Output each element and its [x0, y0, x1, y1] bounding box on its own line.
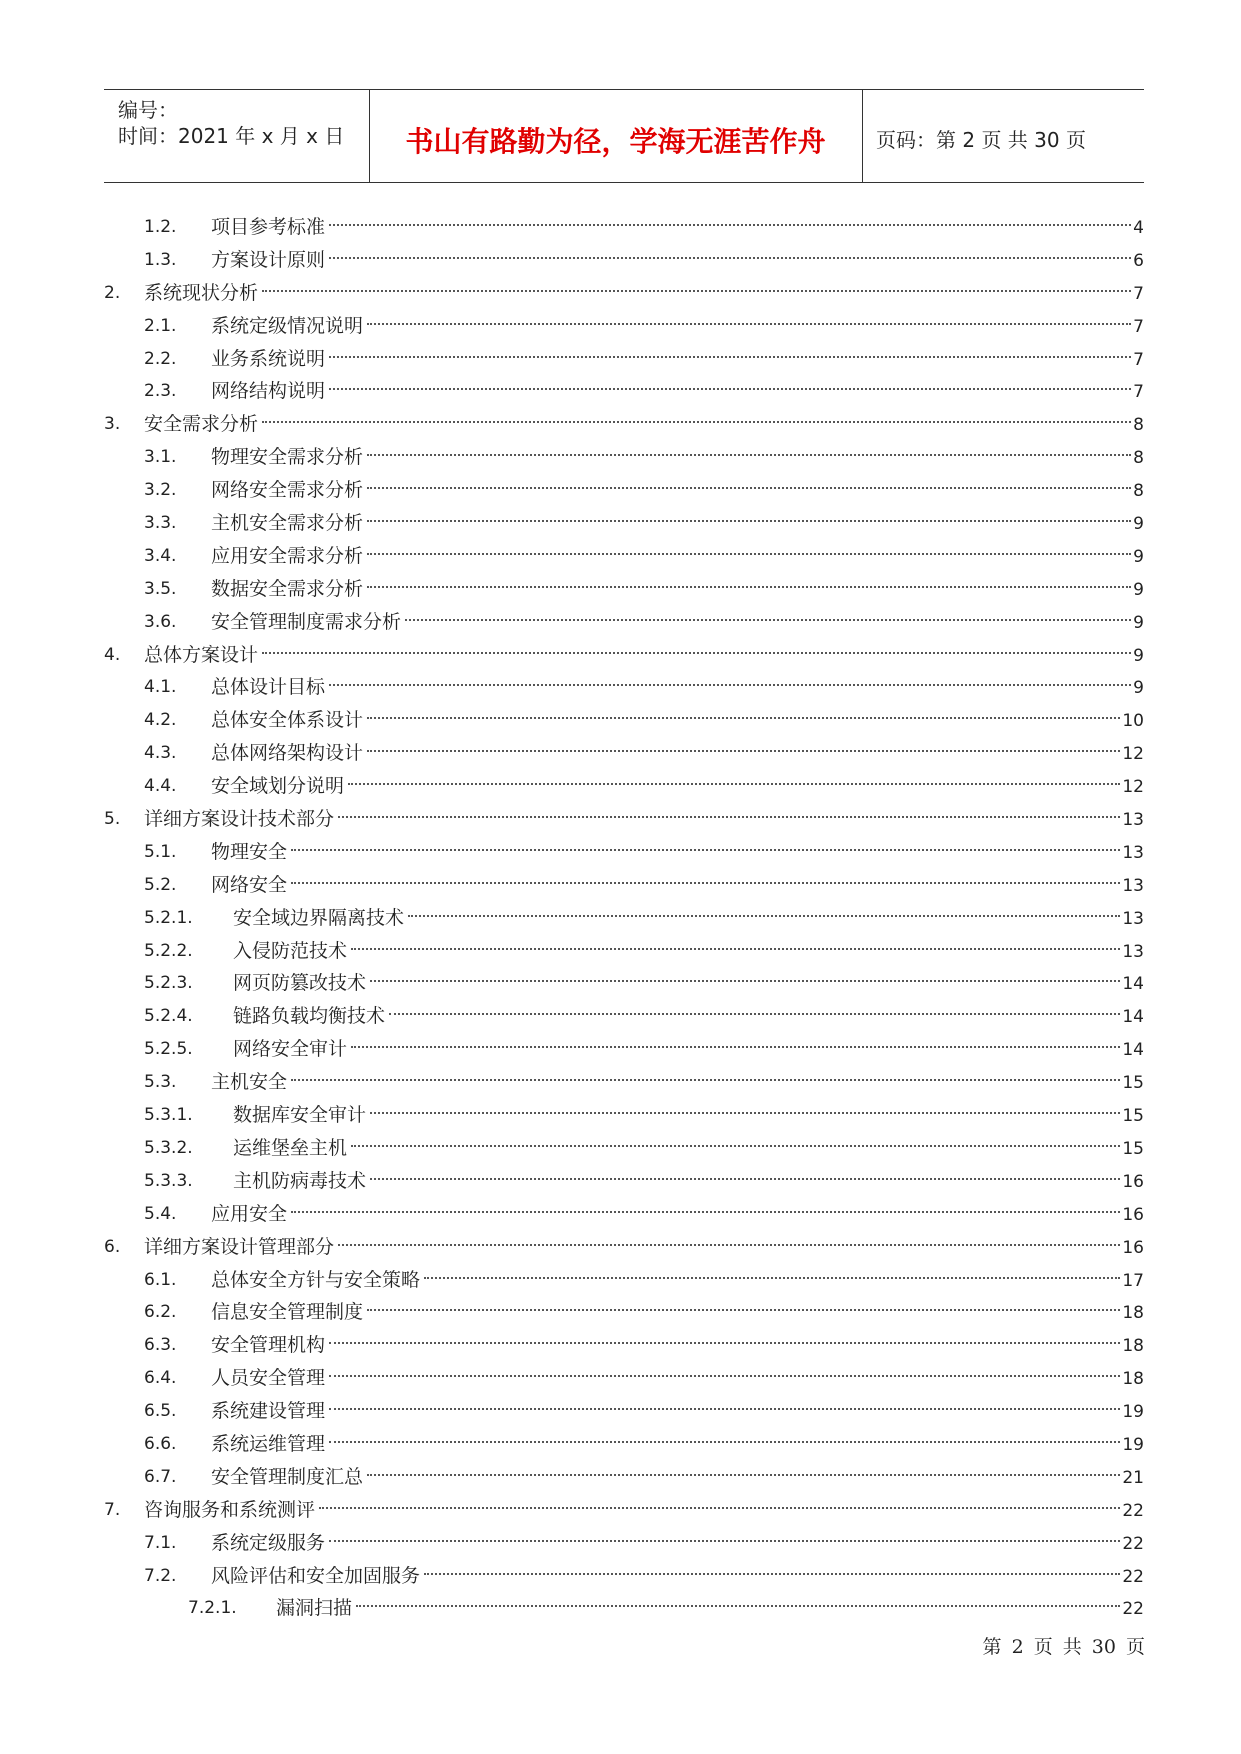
toc-entry-number: 4.3.	[144, 743, 177, 764]
toc-entry-line	[144, 408, 1144, 442]
toc-entry-page: 4	[1133, 218, 1144, 238]
toc-dot-leader	[329, 684, 1131, 686]
toc-entry-page: 22	[1122, 1533, 1144, 1554]
toc-dot-leader	[351, 1145, 1120, 1147]
toc-dot-leader	[262, 290, 1131, 292]
toc-entry-line	[144, 1231, 1144, 1265]
toc-entry-line	[211, 310, 1144, 344]
toc-entry-title: 网页防篡改技术	[233, 972, 367, 995]
toc-entry-number: 5.1.	[144, 841, 177, 862]
toc-entry-page: 7	[1133, 349, 1144, 370]
toc-entry-line	[233, 1099, 1144, 1133]
toc-entry[interactable]	[104, 1527, 1144, 1560]
toc-entry[interactable]	[104, 1165, 1144, 1198]
toc-dot-leader	[319, 1507, 1120, 1509]
toc-entry-line	[211, 1329, 1144, 1363]
toc-entry[interactable]	[104, 1099, 1144, 1132]
toc-entry-number: 6.3.	[144, 1335, 177, 1356]
toc-entry-title: 主机安全	[211, 1071, 288, 1094]
toc-entry-number: 2.	[104, 282, 121, 303]
toc-entry-number: 6.1.	[144, 1269, 177, 1290]
toc-entry-number: 3.5.	[144, 578, 177, 599]
toc-entry-title: 漏洞扫描	[276, 1597, 353, 1620]
header-left-cell	[104, 90, 370, 182]
toc-entry-page: 22	[1122, 1566, 1144, 1587]
toc-entry-line	[211, 1362, 1144, 1396]
toc-dot-leader	[329, 1441, 1120, 1443]
toc-entry-page: 7	[1133, 316, 1144, 337]
toc-entry-line	[211, 507, 1144, 541]
toc-entry-page: 7	[1133, 283, 1144, 304]
toc-entry[interactable]	[104, 1132, 1144, 1165]
toc-entry-line	[211, 1066, 1144, 1100]
toc-entry-number: 1.3.	[144, 249, 177, 270]
toc-entry[interactable]	[104, 935, 1144, 968]
toc-entry-page: 19	[1122, 1402, 1144, 1423]
toc-entry-number: 2.1.	[144, 315, 177, 336]
toc-entry[interactable]	[104, 343, 1144, 376]
document-code-label: 编号：	[118, 98, 178, 122]
toc-entry[interactable]	[104, 1000, 1144, 1033]
toc-entry-number: 1.2.	[144, 217, 177, 237]
toc-dot-leader	[329, 257, 1131, 259]
toc-dot-leader	[329, 224, 1131, 226]
toc-entry[interactable]	[104, 967, 1144, 1000]
toc-dot-leader	[356, 1605, 1120, 1607]
toc-entry-title: 主机防病毒技术	[233, 1169, 367, 1192]
toc-entry-page: 9	[1133, 579, 1144, 600]
toc-entry-title: 人员安全管理	[211, 1367, 326, 1390]
toc-entry-number: 3.3.	[144, 513, 177, 534]
toc-dot-leader	[389, 1013, 1120, 1015]
toc-entry-page: 9	[1133, 678, 1144, 699]
toc-entry-page: 8	[1133, 448, 1144, 469]
toc-entry-title: 物理安全	[211, 840, 288, 863]
toc-entry-title: 安全域划分说明	[211, 775, 345, 798]
toc-entry-page: 18	[1122, 1336, 1144, 1357]
toc-entry[interactable]	[104, 770, 1144, 803]
toc-dot-leader	[338, 816, 1120, 818]
toc-entry-title: 应用安全需求分析	[211, 544, 364, 567]
toc-entry-page: 13	[1122, 875, 1144, 896]
toc-entry-number: 4.4.	[144, 776, 177, 797]
toc-dot-leader	[291, 849, 1120, 851]
toc-dot-leader	[367, 520, 1131, 522]
toc-entry[interactable]	[104, 1264, 1144, 1297]
toc-dot-leader	[351, 1046, 1120, 1048]
toc-entry-number: 4.	[104, 644, 121, 665]
toc-entry-page: 14	[1122, 1040, 1144, 1061]
toc-dot-leader	[329, 1375, 1120, 1377]
toc-entry-line	[211, 375, 1144, 409]
toc-entry-title: 总体安全体系设计	[211, 709, 364, 732]
toc-entry-line	[211, 211, 1144, 245]
toc-entry[interactable]	[104, 803, 1144, 836]
toc-entry[interactable]	[104, 441, 1144, 474]
toc-entry-line	[144, 277, 1144, 311]
toc-entry[interactable]	[104, 1066, 1144, 1099]
toc-dot-leader	[291, 1211, 1120, 1213]
toc-entry-title: 安全管理制度需求分析	[211, 610, 402, 633]
toc-entry-number: 3.	[104, 414, 121, 435]
toc-entry-line	[211, 704, 1144, 738]
toc-entry-page: 12	[1122, 777, 1144, 798]
toc-entry-page: 6	[1133, 250, 1144, 271]
toc-entry-page: 7	[1133, 382, 1144, 403]
toc-dot-leader	[370, 1112, 1120, 1114]
toc-entry-title: 安全域边界隔离技术	[233, 906, 405, 929]
toc-entry-number: 6.5.	[144, 1401, 177, 1422]
header-page-label: 页码：第 2 页 共 30 页	[876, 128, 1086, 152]
toc-dot-leader	[370, 1178, 1120, 1180]
toc-entry-number: 6.2.	[144, 1302, 177, 1323]
toc-entry[interactable]	[104, 836, 1144, 869]
toc-entry-number: 5.2.1.	[144, 907, 193, 928]
toc-entry-title: 网络安全	[211, 873, 288, 896]
toc-entry-line	[233, 967, 1144, 1001]
toc-entry-title: 数据安全需求分析	[211, 577, 364, 600]
header-middle-cell	[369, 90, 863, 182]
toc-entry[interactable]	[104, 1592, 1144, 1625]
toc-entry-number: 5.2.	[144, 874, 177, 895]
toc-entry-title: 运维堡垒主机	[233, 1136, 348, 1159]
toc-entry-title: 安全管理制度汇总	[211, 1465, 364, 1488]
toc-entry-title: 网络安全需求分析	[211, 479, 364, 502]
toc-entry-title: 项目参考标准	[211, 216, 326, 238]
toc-entry[interactable]	[104, 277, 1144, 310]
toc-entry-page: 13	[1122, 908, 1144, 929]
toc-entry-number: 7.2.1.	[188, 1598, 237, 1619]
toc-entry[interactable]	[104, 474, 1144, 507]
toc-entry-page: 15	[1122, 1073, 1144, 1094]
toc-entry-number: 3.4.	[144, 545, 177, 566]
toc-entry-number: 5.3.	[144, 1072, 177, 1093]
toc-entry-title: 总体网络架构设计	[211, 742, 364, 765]
toc-entry[interactable]	[104, 606, 1144, 639]
toc-entry-number: 7.	[104, 1499, 121, 1520]
toc-entry-title: 系统运维管理	[211, 1432, 326, 1455]
toc-entry-line	[211, 540, 1144, 574]
toc-dot-leader	[367, 454, 1131, 456]
toc-entry[interactable]	[104, 671, 1144, 704]
toc-entry-number: 5.3.3.	[144, 1170, 193, 1191]
toc-dot-leader	[424, 1573, 1120, 1575]
toc-entry-page: 17	[1122, 1270, 1144, 1291]
toc-entry-page: 13	[1122, 842, 1144, 863]
toc-entry[interactable]	[104, 869, 1144, 902]
toc-dot-leader	[370, 980, 1120, 982]
toc-entry-line	[233, 935, 1144, 969]
toc-entry-number: 3.1.	[144, 447, 177, 468]
toc-entry[interactable]	[104, 1461, 1144, 1494]
toc-entry-page: 9	[1133, 645, 1144, 666]
table-of-contents	[104, 211, 1144, 1625]
toc-entry-title: 系统定级服务	[211, 1531, 326, 1554]
toc-entry-line	[211, 1527, 1144, 1561]
toc-entry-page: 15	[1122, 1138, 1144, 1159]
toc-entry[interactable]	[104, 1231, 1144, 1264]
toc-entry-number: 5.3.1.	[144, 1105, 193, 1126]
toc-entry-title: 详细方案设计技术部分	[144, 808, 335, 831]
toc-entry[interactable]	[104, 639, 1144, 672]
toc-entry[interactable]	[104, 310, 1144, 343]
toc-dot-leader	[351, 948, 1120, 950]
toc-entry-page: 16	[1122, 1237, 1144, 1258]
toc-entry-page: 9	[1133, 612, 1144, 633]
toc-entry-line	[211, 1198, 1144, 1232]
toc-entry-title: 系统定级情况说明	[211, 314, 364, 337]
toc-entry[interactable]	[104, 408, 1144, 441]
toc-dot-leader	[291, 1079, 1120, 1081]
header-motto: 书山有路勤为径，学海无涯苦作舟	[405, 125, 826, 158]
toc-entry-line	[144, 803, 1144, 837]
toc-entry-number: 5.2.5.	[144, 1039, 193, 1060]
toc-entry-title: 安全管理机构	[211, 1334, 326, 1357]
toc-entry-line	[211, 671, 1144, 705]
toc-entry-page: 18	[1122, 1369, 1144, 1390]
toc-entry-page: 22	[1122, 1599, 1144, 1620]
toc-entry-number: 4.1.	[144, 677, 177, 698]
toc-entry[interactable]	[104, 1033, 1144, 1066]
toc-entry-line	[211, 1296, 1144, 1330]
toc-entry-page: 10	[1122, 711, 1144, 732]
toc-entry-page: 22	[1122, 1500, 1144, 1521]
toc-entry-page: 16	[1122, 1171, 1144, 1192]
toc-entry-line	[233, 902, 1144, 936]
toc-entry-title: 链路负载均衡技术	[233, 1005, 386, 1028]
toc-dot-leader	[367, 750, 1120, 752]
toc-entry-number: 6.4.	[144, 1368, 177, 1389]
toc-entry-line	[276, 1592, 1144, 1626]
toc-entry-title: 主机安全需求分析	[211, 512, 364, 535]
toc-dot-leader	[405, 619, 1131, 621]
toc-entry-number: 6.	[104, 1236, 121, 1257]
toc-entry-page: 14	[1122, 974, 1144, 995]
toc-dot-leader	[329, 1342, 1120, 1344]
toc-entry-number: 7.1.	[144, 1532, 177, 1553]
toc-entry-line	[211, 869, 1144, 903]
toc-dot-leader	[367, 586, 1131, 588]
toc-dot-leader	[367, 1474, 1120, 1476]
toc-entry-page: 9	[1133, 514, 1144, 535]
document-time-label: 时间：2021 年 x 月 x 日	[118, 124, 345, 148]
toc-entry[interactable]	[104, 737, 1144, 770]
toc-entry[interactable]	[104, 1362, 1144, 1395]
toc-entry-page: 13	[1122, 941, 1144, 962]
toc-entry[interactable]	[104, 1329, 1144, 1362]
toc-entry-title: 方案设计原则	[211, 248, 326, 271]
toc-dot-leader	[329, 388, 1131, 390]
toc-entry-page: 13	[1122, 810, 1144, 831]
page-footer: 第 2 页 共 30 页	[982, 1636, 1145, 1658]
toc-entry[interactable]	[104, 211, 1144, 244]
toc-entry-number: 3.2.	[144, 480, 177, 501]
toc-entry[interactable]	[104, 1494, 1144, 1527]
page-header	[104, 89, 1144, 183]
toc-entry[interactable]	[104, 375, 1144, 408]
toc-entry[interactable]	[104, 1428, 1144, 1461]
toc-entry-line	[211, 343, 1144, 377]
toc-entry-page: 9	[1133, 546, 1144, 567]
toc-entry-number: 3.6.	[144, 611, 177, 632]
toc-dot-leader	[367, 1309, 1120, 1311]
toc-entry-line	[211, 244, 1144, 278]
toc-entry[interactable]	[104, 573, 1144, 606]
toc-entry-line	[211, 1560, 1144, 1594]
toc-entry-title: 安全需求分析	[144, 413, 259, 436]
toc-entry-title: 风险评估和安全加固服务	[211, 1564, 421, 1587]
toc-entry-line	[144, 1494, 1144, 1528]
toc-dot-leader	[329, 356, 1131, 358]
toc-entry-number: 7.2.	[144, 1565, 177, 1586]
toc-entry-title: 总体设计目标	[211, 676, 326, 699]
toc-entry[interactable]	[104, 244, 1144, 277]
toc-entry-line	[211, 1461, 1144, 1495]
toc-dot-leader	[367, 553, 1131, 555]
toc-entry-title: 系统现状分析	[144, 281, 259, 304]
toc-entry-line	[211, 1428, 1144, 1462]
toc-entry-page: 8	[1133, 481, 1144, 502]
toc-entry-line	[211, 573, 1144, 607]
toc-entry[interactable]	[104, 1560, 1144, 1593]
toc-entry-page: 19	[1122, 1434, 1144, 1455]
toc-entry-title: 系统建设管理	[211, 1400, 326, 1423]
toc-entry-title: 信息安全管理制度	[211, 1301, 364, 1324]
toc-dot-leader	[291, 882, 1120, 884]
toc-entry-title: 网络结构说明	[211, 380, 326, 403]
toc-entry-number: 6.6.	[144, 1433, 177, 1454]
toc-dot-leader	[329, 1408, 1120, 1410]
toc-entry-page: 8	[1133, 415, 1144, 436]
toc-entry-title: 物理安全需求分析	[211, 446, 364, 469]
toc-entry-page: 12	[1122, 744, 1144, 765]
toc-entry-title: 详细方案设计管理部分	[144, 1235, 335, 1258]
toc-dot-leader	[262, 652, 1131, 654]
toc-entry-line	[233, 1165, 1144, 1199]
toc-entry-title: 入侵防范技术	[233, 939, 348, 962]
toc-entry-page: 18	[1122, 1303, 1144, 1324]
toc-entry-title: 网络安全审计	[233, 1038, 348, 1061]
toc-dot-leader	[424, 1277, 1120, 1279]
toc-entry-number: 4.2.	[144, 710, 177, 731]
header-right-cell	[862, 90, 1144, 182]
toc-entry-number: 5.3.2.	[144, 1137, 193, 1158]
toc-entry[interactable]	[104, 540, 1144, 573]
toc-dot-leader	[262, 421, 1131, 423]
toc-dot-leader	[367, 487, 1131, 489]
toc-entry-title: 应用安全	[211, 1202, 288, 1225]
toc-entry[interactable]	[104, 902, 1144, 935]
toc-entry-line	[211, 1395, 1144, 1429]
toc-entry-line	[211, 474, 1144, 508]
toc-dot-leader	[367, 717, 1120, 719]
toc-entry-line	[233, 1132, 1144, 1166]
toc-entry-line	[233, 1000, 1144, 1034]
toc-entry-number: 5.2.4.	[144, 1006, 193, 1027]
toc-entry-line	[211, 770, 1144, 804]
toc-entry-number: 6.7.	[144, 1466, 177, 1487]
toc-entry-page: 14	[1122, 1007, 1144, 1028]
toc-dot-leader	[408, 915, 1120, 917]
toc-dot-leader	[348, 783, 1120, 785]
toc-entry-line	[233, 1033, 1144, 1067]
toc-entry[interactable]	[104, 1198, 1144, 1231]
toc-entry-number: 5.2.3.	[144, 973, 193, 994]
toc-entry-number: 5.	[104, 809, 121, 830]
toc-entry-number: 2.3.	[144, 381, 177, 402]
toc-entry-line	[211, 1264, 1144, 1298]
toc-dot-leader	[367, 323, 1131, 325]
toc-entry[interactable]	[104, 1395, 1144, 1428]
toc-entry-line	[211, 606, 1144, 640]
toc-entry-line	[144, 639, 1144, 673]
toc-entry-page: 16	[1122, 1204, 1144, 1225]
toc-entry-number: 5.2.2.	[144, 940, 193, 961]
toc-entry-page: 21	[1122, 1467, 1144, 1488]
toc-entry-line	[211, 441, 1144, 475]
toc-entry-number: 2.2.	[144, 348, 177, 369]
toc-entry-page: 15	[1122, 1106, 1144, 1127]
toc-entry-title: 咨询服务和系统测评	[144, 1498, 316, 1521]
toc-entry[interactable]	[104, 1296, 1144, 1329]
toc-entry-title: 数据库安全审计	[233, 1104, 367, 1127]
toc-entry-line	[211, 836, 1144, 870]
toc-dot-leader	[338, 1244, 1120, 1246]
toc-entry-number: 5.4.	[144, 1203, 177, 1224]
toc-entry[interactable]	[104, 507, 1144, 540]
toc-entry-line	[211, 737, 1144, 771]
toc-dot-leader	[329, 1540, 1120, 1542]
toc-entry-title: 业务系统说明	[211, 347, 326, 370]
toc-entry-title: 总体安全方针与安全策略	[211, 1268, 421, 1291]
toc-entry[interactable]	[104, 704, 1144, 737]
toc-entry-title: 总体方案设计	[144, 643, 259, 666]
